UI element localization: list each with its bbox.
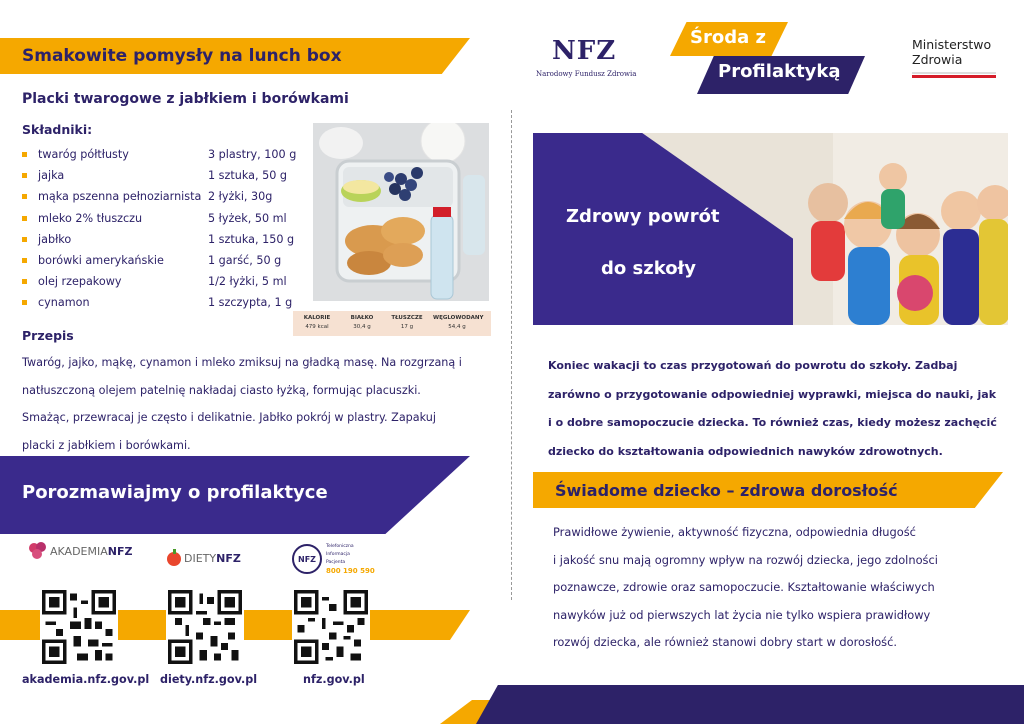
qr-strip bbox=[244, 610, 292, 640]
nfz-logo: NFZ bbox=[552, 36, 617, 66]
intro-line: i o dobre samopoczucie dziecka. To również czas, kiedy możesz zachęcić bbox=[548, 416, 997, 429]
recipe-line: Twaróg, jajko, mąkę, cynamon i mleko zmiksuj na gładką masę. Na rozgrzaną i bbox=[22, 356, 462, 369]
ingredient-qty: 1 sztuka, 50 g bbox=[208, 169, 287, 183]
list-item bbox=[22, 144, 312, 165]
bullet-icon bbox=[22, 279, 27, 284]
intro-line: Koniec wakacji to czas przygotowań do powrotu do szkoły. Zadbaj bbox=[548, 359, 958, 372]
apple-icon bbox=[166, 549, 182, 567]
bullet-icon bbox=[22, 237, 27, 242]
nutrition-value: 17 g bbox=[400, 324, 414, 330]
tip-logo bbox=[292, 543, 375, 575]
ingredient-qty: 5 łyżek, 50 ml bbox=[208, 211, 287, 225]
qr-strip bbox=[118, 610, 166, 640]
nutrition-label: BIAŁKO bbox=[350, 315, 374, 321]
list-item bbox=[22, 292, 312, 313]
nutrition-label: KALORIE bbox=[303, 315, 331, 321]
ministry-text: Zdrowia bbox=[912, 52, 963, 67]
nutrition-label: WĘGLOWODANY bbox=[433, 315, 484, 321]
nutrition-value: 30,4 g bbox=[353, 324, 371, 330]
ingredient-name: jajka bbox=[38, 169, 65, 183]
akademia-logo bbox=[26, 540, 132, 562]
prophylaxis-title: Porozmawiajmy o profilaktyce bbox=[22, 482, 328, 503]
section2-title: Świadome dziecko – zdrowa dorosłość bbox=[555, 481, 898, 500]
ingredient-qty: 1 szczypta, 1 g bbox=[208, 296, 293, 310]
tip-phone: 800 190 590 bbox=[326, 567, 375, 575]
recipe-line: natłuszczoną olejem patelnię nakładaj ciasto łyżką, formując placuszki. bbox=[22, 383, 421, 397]
hero-title-2: do szkoły bbox=[601, 258, 696, 279]
intro-line: dziecko do kształtowania odpowiednich nawyków zdrowotnych. bbox=[548, 444, 943, 458]
ingredient-name: cynamon bbox=[38, 296, 90, 310]
bullet-icon bbox=[22, 258, 27, 263]
nfz-circle-icon bbox=[292, 544, 322, 574]
hero-title-1: Zdrowy powrót bbox=[566, 206, 720, 227]
recipe-line: Smażąc, przewracaj je często i delikatnie. Jabłko pokrój w plastry. Zapakuj bbox=[22, 411, 436, 424]
ministry-text: Ministerstwo bbox=[912, 37, 992, 52]
bullet-icon bbox=[22, 300, 27, 305]
list-item bbox=[22, 208, 312, 229]
lunchbox-photo bbox=[313, 123, 489, 301]
ingredients-list bbox=[22, 144, 312, 314]
ingredient-qty: 2 łyżki, 30g bbox=[208, 190, 273, 204]
bullet-icon bbox=[22, 173, 27, 178]
url-akademia[interactable]: akademia.nfz.gov.pl bbox=[22, 673, 150, 686]
section2-line: i jakość snu mają ogromny wpływ na rozwój dziecka, jego zdolności bbox=[553, 552, 938, 567]
list-item bbox=[22, 250, 312, 271]
tip-label: Telefoniczna Informacja Pacjenta bbox=[326, 544, 354, 565]
nutrition-value: 479 kcal bbox=[305, 324, 329, 330]
ingredient-qty: 1 garść, 50 g bbox=[208, 254, 282, 268]
ingredient-name: jabłko bbox=[38, 232, 72, 246]
nutrition-value: 54,4 g bbox=[448, 324, 466, 330]
list-item bbox=[22, 271, 312, 292]
logo-text: NFZ bbox=[298, 554, 316, 564]
ministry-logo bbox=[912, 37, 991, 67]
url-diety[interactable]: diety.nfz.gov.pl bbox=[160, 673, 258, 686]
ingredient-name: twaróg półtłusty bbox=[38, 148, 129, 162]
ingredient-name: mleko 2% tłuszczu bbox=[38, 211, 143, 225]
qr-strip bbox=[0, 610, 40, 640]
sroda-text-2: Profilaktyką bbox=[718, 61, 841, 82]
qr-strip bbox=[370, 610, 470, 640]
qr-code-nfz[interactable] bbox=[294, 590, 368, 664]
recipe-text bbox=[22, 349, 492, 459]
brain-icon bbox=[26, 540, 50, 562]
logo-text: NFZ bbox=[107, 544, 133, 558]
qr-code-akademia[interactable] bbox=[42, 590, 116, 664]
nutrition-label: TŁUSZCZE bbox=[391, 315, 423, 321]
ingredient-qty: 1/2 łyżki, 5 ml bbox=[208, 275, 287, 289]
decor-stripe bbox=[476, 685, 1024, 724]
logo-text: DIETY bbox=[184, 551, 217, 565]
ingredients-heading: Składniki: bbox=[22, 122, 93, 137]
recipe-heading: Przepis bbox=[22, 328, 74, 343]
section2-line: Prawidłowe żywienie, aktywność fizyczna, odpowiednia długość bbox=[553, 525, 916, 539]
recipe-title: Placki twarogowe z jabłkiem i borówkami bbox=[22, 91, 349, 107]
page-divider bbox=[511, 110, 512, 600]
bullet-icon bbox=[22, 194, 27, 199]
logo-text: AKADEMIA bbox=[50, 544, 108, 558]
nfz-subtitle: Narodowy Fundusz Zdrowia bbox=[536, 70, 637, 78]
bullet-icon bbox=[22, 216, 27, 221]
lunchbox-title: Smakowite pomysły na lunch box bbox=[22, 46, 342, 66]
intro-text bbox=[548, 352, 998, 466]
ingredient-qty: 3 plastry, 100 g bbox=[208, 148, 297, 162]
section2-line: poznawcze, zdrowie oraz samopoczucie. Kształtowanie właściwych bbox=[553, 580, 935, 594]
sroda-text-1: Środa z bbox=[690, 27, 766, 48]
intro-line: zarówno o przygotowanie odpowiedniej wyprawki, miejsca do nauki, jak bbox=[548, 387, 997, 401]
list-item bbox=[22, 229, 312, 250]
section2-line: nawyków już od pierwszych lat życia nie tylko wspiera prawidłowy bbox=[553, 607, 931, 622]
logo-text: NFZ bbox=[216, 551, 241, 565]
nutrition-box bbox=[293, 311, 491, 336]
url-nfz[interactable]: nfz.gov.pl bbox=[303, 673, 365, 686]
flag-white bbox=[912, 72, 996, 74]
bullet-icon bbox=[22, 152, 27, 157]
flag-red bbox=[912, 75, 996, 78]
ingredient-name: borówki amerykańskie bbox=[38, 254, 164, 268]
section2-text bbox=[553, 519, 1003, 657]
list-item bbox=[22, 165, 312, 186]
ingredient-name: olej rzepakowy bbox=[38, 275, 122, 289]
list-item bbox=[22, 186, 312, 207]
ingredient-name: mąka pszenna pełnoziarnista bbox=[38, 190, 202, 204]
qr-code-diety[interactable] bbox=[168, 590, 242, 664]
section2-line: rozwój dziecka, ale również stanowi dobry start w dorosłość. bbox=[553, 635, 897, 649]
recipe-line: placki z jabłkiem i borówkami. bbox=[22, 438, 191, 452]
ingredient-qty: 1 sztuka, 150 g bbox=[208, 232, 295, 246]
diety-logo bbox=[166, 549, 241, 567]
